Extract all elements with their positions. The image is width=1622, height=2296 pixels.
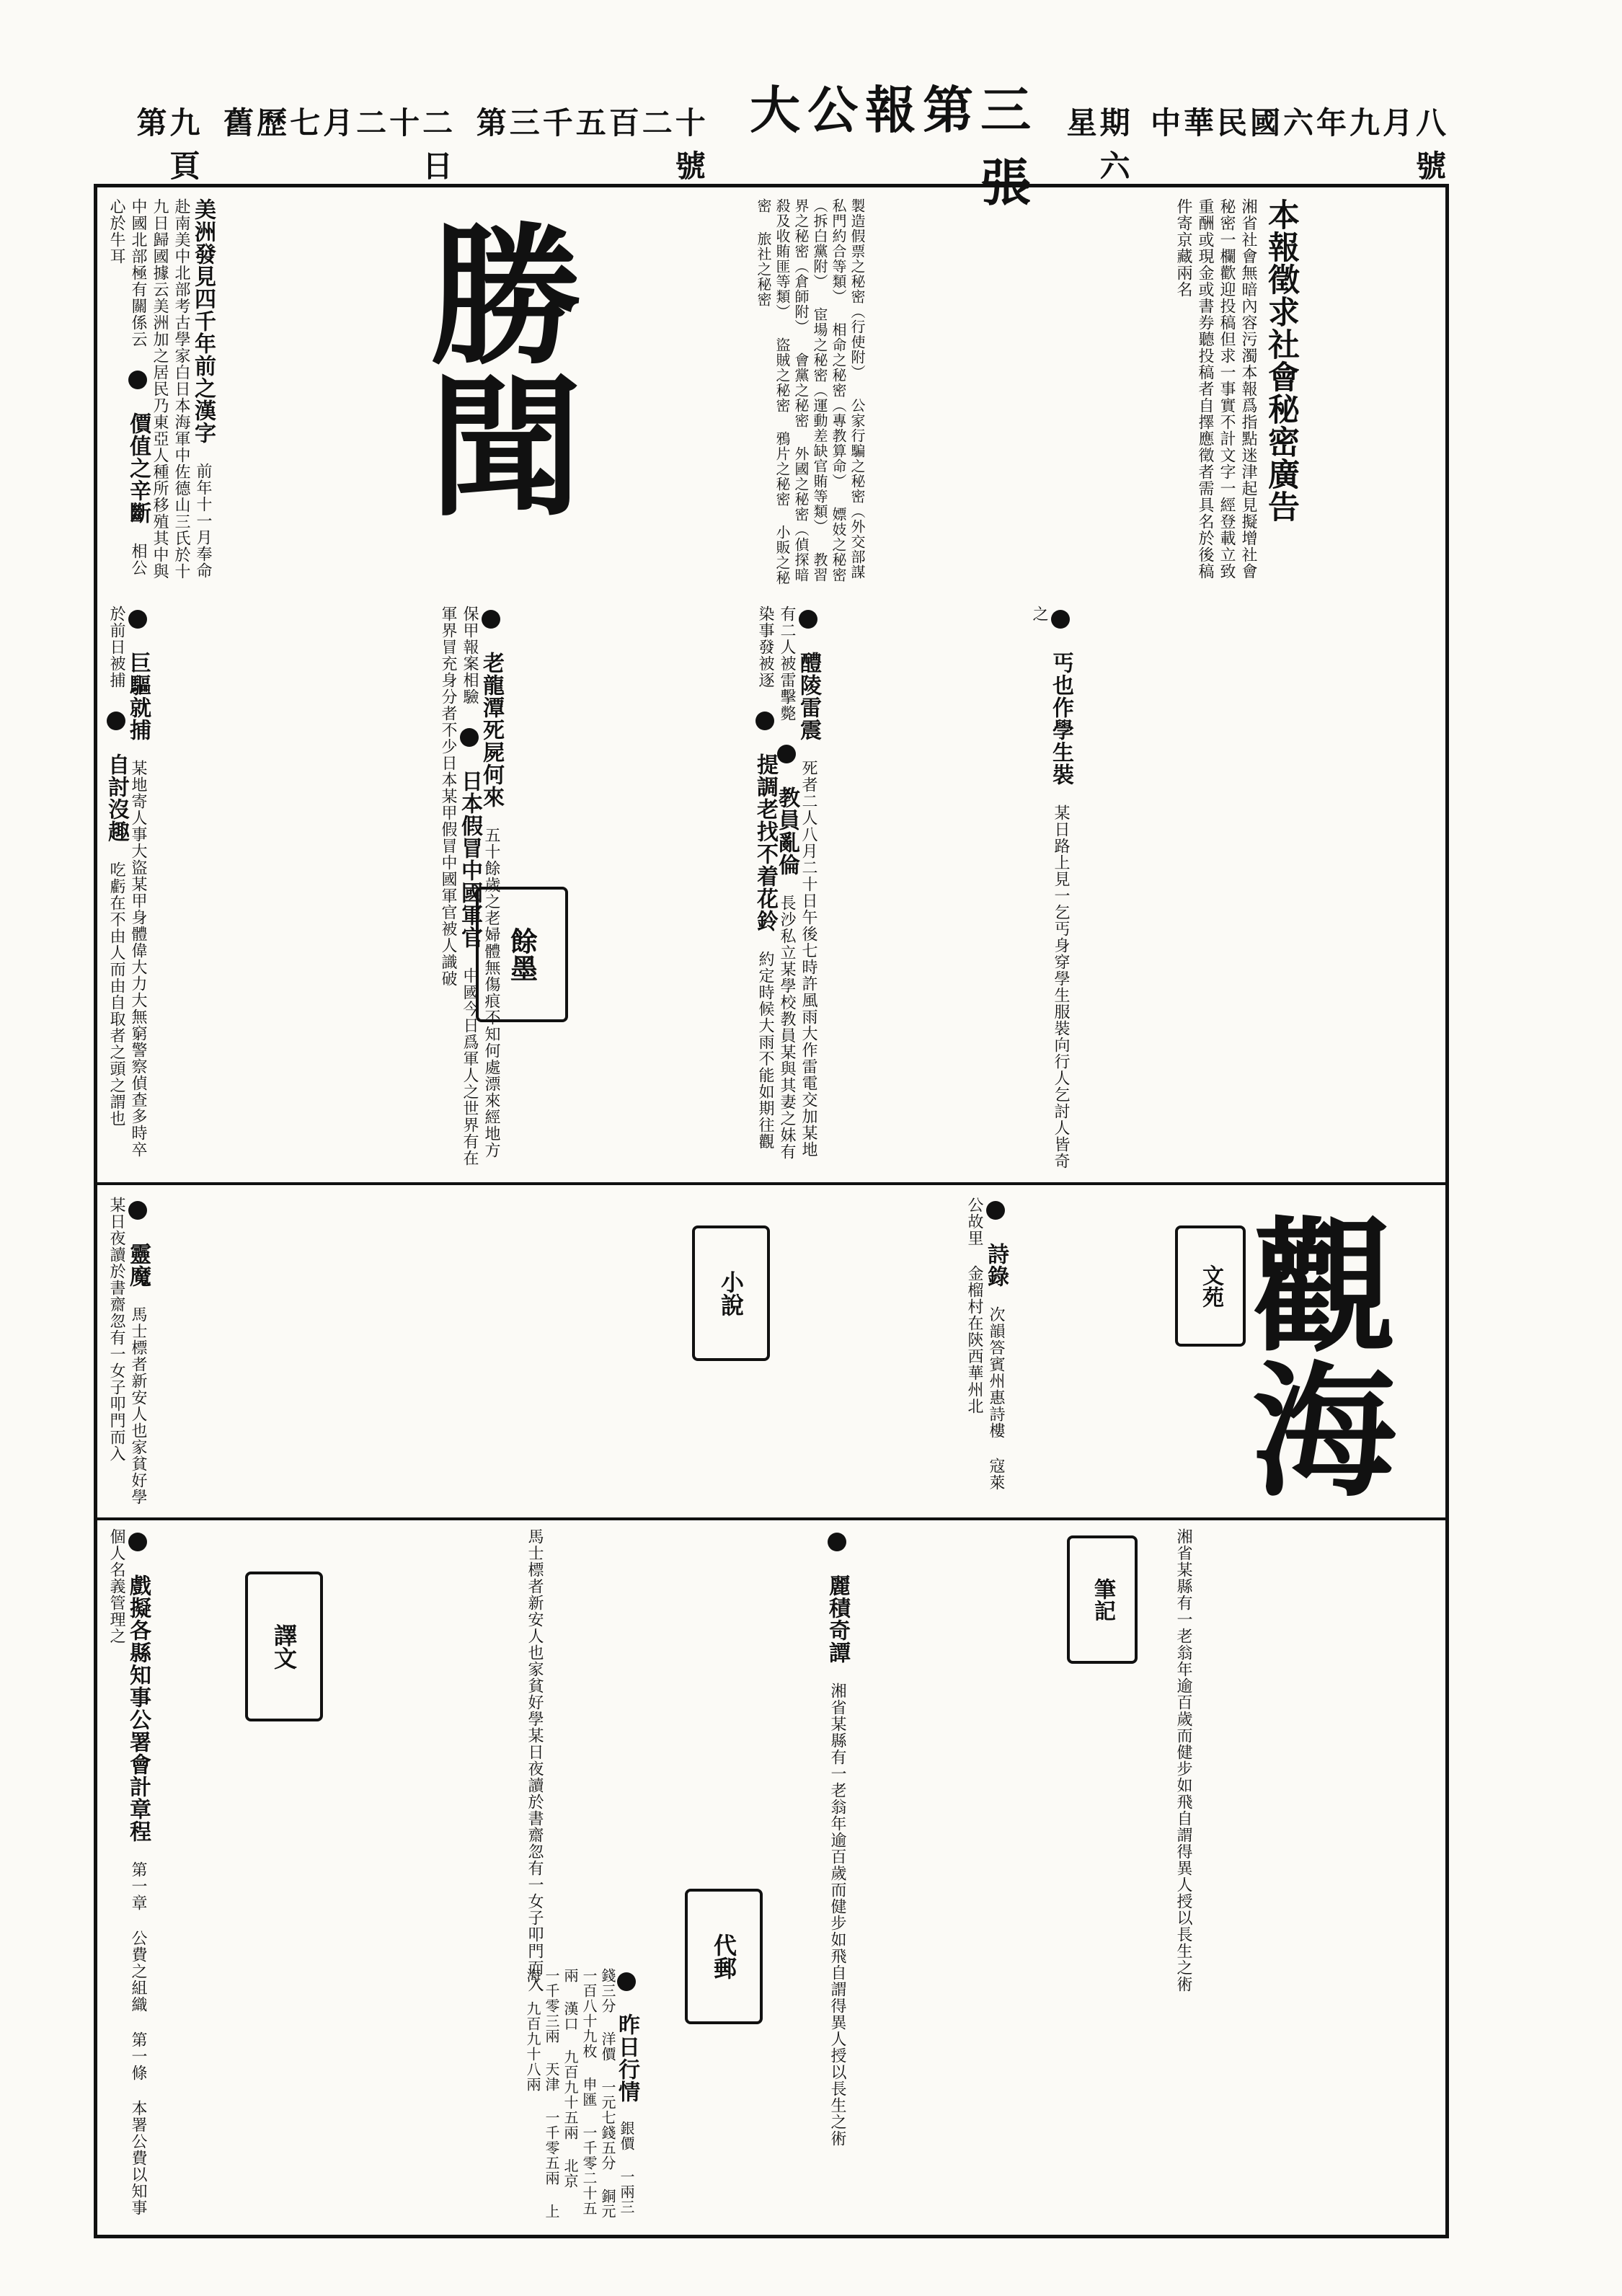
middle-divider bbox=[97, 1182, 1445, 1185]
hangqing-row: 漢口 九百九十五兩 bbox=[562, 2001, 579, 2140]
continued-text: 湘省某縣有一老翁年逾百歲而健步如飛自謂得異人授以長生之術 bbox=[1174, 1528, 1192, 1993]
ad-item: 小販之秘密 bbox=[755, 198, 791, 585]
ad-item: 鴉片之秘密 bbox=[774, 431, 791, 507]
shilu-body: 次韻答賓州惠詩樓 寇萊公故里 金榴村在陝西華州北 bbox=[965, 1197, 1005, 1491]
shilu-section bbox=[959, 1189, 1168, 1514]
ad-section bbox=[1168, 191, 1442, 595]
gongwen-body: 第一章 公費之組織 第一條 本署公費以知事個人名義管理之 bbox=[107, 1528, 147, 2216]
shilu-label: 詩錄 bbox=[983, 1243, 1009, 1287]
article-title: 巨驅就捕 bbox=[125, 652, 151, 741]
hangqing-row: 北京 一千零三兩 bbox=[543, 1968, 579, 2189]
article-body: 約定時候大雨不能如期往觀 bbox=[756, 951, 774, 1150]
ad-item: 嫖妓之秘密（拆白黨附） bbox=[811, 198, 847, 582]
yiyu-label: 餘墨 bbox=[476, 887, 568, 1022]
ad-body: 湘省社會無暗內容污濁本報爲指點迷津起見擬增社會秘密一欄歡迎投稿但求一事實不計文字一經登載立致重酬或現金或書券聽投稿者自擇應徵者需具名於後稿件寄京藏兩名 bbox=[1174, 198, 1257, 580]
gongwen-label: 譯文 bbox=[245, 1572, 323, 1721]
col4-news bbox=[750, 598, 1020, 1179]
daiyou-label: 代郵 bbox=[685, 1889, 763, 2024]
xiaoshuo-body: 馬士標者新安人也家貧好學某日夜讀於書齋忽有一女子叩門而入 bbox=[107, 1197, 147, 1505]
bullet-icon bbox=[828, 1533, 846, 1551]
bullet-icon bbox=[128, 610, 147, 629]
article-title: 價值之辛斷 bbox=[125, 412, 151, 524]
article-title: 醴陵雷震 bbox=[796, 652, 821, 741]
ad-item: 宦場之秘密（運動差缺官賄等類） bbox=[811, 307, 828, 534]
biji-body: 湘省某縣有一老翁年逾百歲而健步如飛自謂得異人授以長生之術 bbox=[828, 1683, 846, 2147]
daiyou-body: 馬士標者新安人也家貧好學某日夜讀於書齋忽有一女子叩門而入 bbox=[526, 1528, 544, 1993]
article-body: 相公心於牛耳 bbox=[107, 198, 147, 576]
xiaoshuo-label: 小說 bbox=[692, 1225, 770, 1361]
ad-title: 本報徵求社會秘密廣告 bbox=[1262, 198, 1299, 523]
hangqing-section bbox=[519, 1961, 858, 2228]
article-title: 教員亂倫 bbox=[774, 786, 799, 876]
wenyuan-label: 文苑 bbox=[1175, 1225, 1246, 1347]
hangqing-row: 天津 一千零五兩 bbox=[543, 2062, 560, 2186]
article-body: 死者二人八月二十日午後七時許風雨大作雷電交加某地有二人被雷擊斃 bbox=[778, 606, 817, 1158]
article-title: 老龍潭死屍何來 bbox=[479, 652, 504, 808]
bullet-icon bbox=[128, 1201, 147, 1220]
lower-divider bbox=[97, 1517, 1445, 1520]
xiaoshuo-title: 靈魔 bbox=[125, 1243, 151, 1287]
bullet-icon bbox=[460, 728, 479, 747]
bullet-icon bbox=[482, 610, 500, 629]
biji-title: 麗積奇譚 bbox=[825, 1574, 850, 1664]
ad-item: 盜賊之秘密 bbox=[774, 337, 791, 413]
shengwen-title: 勝聞 bbox=[405, 216, 583, 519]
article-title: 日本假冒中國軍官 bbox=[457, 770, 482, 949]
col5-news bbox=[1024, 598, 1442, 1179]
col2-news bbox=[101, 598, 429, 1179]
hangqing-row: 上海 九百九十八兩 bbox=[524, 1968, 560, 2219]
article-body: 某日路上見一乞丐身穿學生服裝向行人乞討人皆奇之 bbox=[1030, 606, 1070, 1169]
issue-number: 第三千五百二十號 bbox=[476, 105, 709, 184]
bullet-icon bbox=[128, 371, 147, 389]
masthead bbox=[108, 79, 1449, 213]
hangqing-row: 洋價 一元七錢五分 bbox=[599, 2031, 616, 2171]
hangqing-label: 昨日行情 bbox=[614, 2013, 639, 2103]
article-title: 自討沒趣 bbox=[104, 753, 129, 843]
guanhai-title: 觀海 bbox=[1228, 1211, 1397, 1499]
page-number: 第九頁 bbox=[136, 105, 203, 184]
shengwen-column-1 bbox=[101, 191, 411, 595]
lunar-date: 舊歷七月二十二日 bbox=[223, 105, 456, 184]
article-title: 提調老找不着花鈴 bbox=[753, 753, 778, 932]
article-body: 前年十一月奉命赴南美中北部考古學家白日本海軍中佐德山三氏於十九日歸國據云美洲加之居民乃東亞人種所移殖其中與中國北部極有關係云 bbox=[129, 198, 212, 580]
ad-item: 製造假票之秘密（行使附） bbox=[848, 198, 866, 380]
republic-date: 中華民國六年九月八號 bbox=[1150, 105, 1449, 184]
ad-items bbox=[750, 191, 1164, 595]
bullet-icon bbox=[617, 1972, 636, 1991]
bullet-icon bbox=[1051, 610, 1070, 629]
bullet-icon bbox=[128, 1533, 147, 1551]
article-body: 長沙私立某學校教員某與其妻之妹有染事發被逐 bbox=[756, 606, 796, 1160]
ad-item: 公家行騙之秘密（外交部謀私門約合等類） bbox=[830, 198, 866, 580]
article-body: 吃虧在不由人而由自取者之頭之謂也 bbox=[107, 861, 125, 1127]
article-body: 五十餘歲之老婦體無傷痕不知何處漂來經地方保甲報案相驗 bbox=[461, 606, 500, 1158]
bullet-icon bbox=[799, 610, 817, 629]
weekday: 星期六 bbox=[1066, 105, 1133, 184]
ad-item: 相命之秘密（專教算命） bbox=[830, 322, 847, 489]
hangqing-row: 銀價 一兩三錢三分 bbox=[599, 1968, 635, 2215]
article-body: 中國今日爲軍人之世界有在軍界冒充身分者不少日本某甲假冒中國軍官被人識破 bbox=[439, 606, 479, 1166]
paper-title: 大公報第三張 bbox=[750, 79, 1039, 213]
ad-item: 會黨之秘密 bbox=[792, 353, 810, 428]
bullet-icon bbox=[986, 1201, 1005, 1220]
hangqing-row: 銅元 一百八十九枚 bbox=[580, 1968, 616, 2219]
gongwen-title: 戲擬各縣知事公署會計章程 bbox=[125, 1574, 151, 1843]
biji-label: 筆記 bbox=[1067, 1535, 1138, 1664]
article-body: 某地寄人事大盜某甲身體偉大力大無窮警察偵查多時卒於前日被捕 bbox=[107, 606, 147, 1158]
article-title: 丐也作學生裝 bbox=[1048, 652, 1073, 786]
lower-right-text bbox=[1168, 1521, 1442, 2228]
hangqing-row: 申匯 一千零二十五兩 bbox=[562, 1968, 598, 2216]
ad-item: 教習界之秘密（倉師附） bbox=[792, 198, 828, 582]
ad-item: 外國之秘密（偵探暗殺及收賄匪等類） bbox=[774, 198, 810, 582]
bullet-icon bbox=[777, 745, 796, 763]
xiaoshuo-section bbox=[101, 1189, 692, 1514]
article-title: 美洲發見四千年前之漢字 bbox=[190, 198, 216, 444]
bullet-icon bbox=[107, 712, 125, 730]
bullet-icon bbox=[755, 712, 774, 730]
ad-item: 旅社之秘密 bbox=[755, 231, 772, 307]
